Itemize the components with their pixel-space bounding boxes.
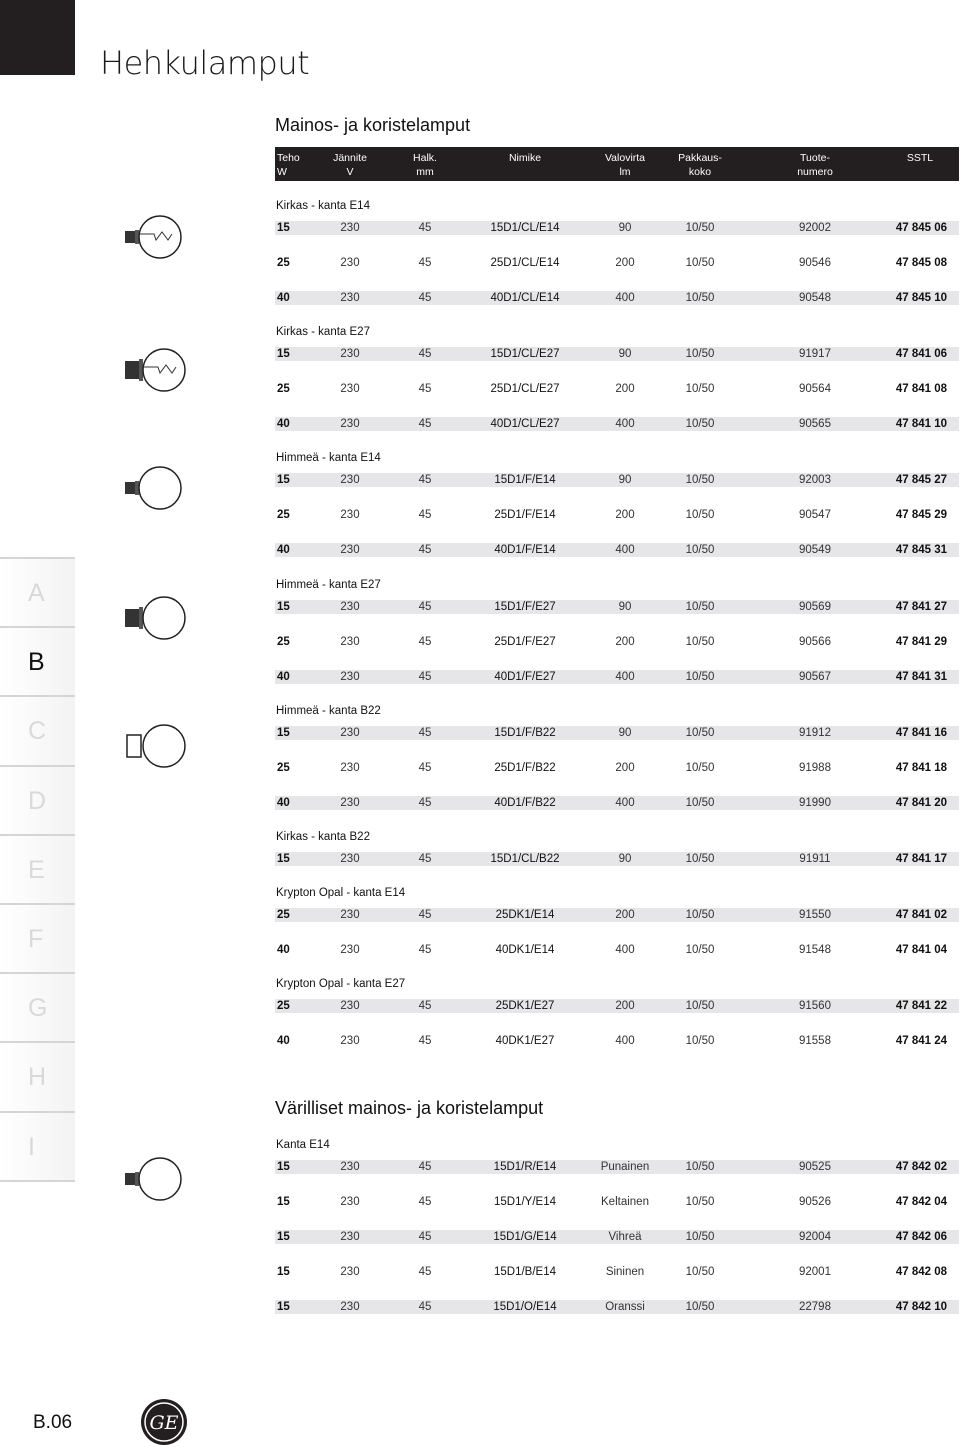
colored-bulb-e14-icon — [122, 1156, 184, 1202]
table-cell: 25 — [277, 509, 290, 521]
table-row — [275, 1034, 959, 1048]
table-header — [275, 147, 959, 181]
table-cell: 25D1/F/B22 — [494, 762, 556, 774]
table-cell: 400 — [615, 1035, 635, 1047]
table-cell: 15D1/CL/E14 — [490, 222, 560, 234]
table-cell: 47 842 02 — [895, 1161, 947, 1173]
table-cell: 47 842 08 — [895, 1266, 947, 1278]
table-cell: 90566 — [799, 636, 831, 648]
table-cell: 10/50 — [685, 509, 715, 521]
table-cell: 47 841 29 — [895, 636, 947, 648]
svg-text:GE: GE — [149, 1412, 179, 1434]
table-row — [275, 796, 959, 810]
table-cell: 230 — [340, 292, 360, 304]
table-cell: 91917 — [799, 348, 831, 360]
table-cell: 230 — [340, 1196, 360, 1208]
table-cell: 40DK1/E27 — [495, 1035, 555, 1047]
table-cell: 15 — [277, 1161, 290, 1173]
table-cell: 91560 — [799, 1000, 831, 1012]
table-cell: 15D1/F/E14 — [494, 474, 556, 486]
table-cell: 25D1/CL/E14 — [490, 257, 560, 269]
table-cell: 92004 — [799, 1231, 831, 1243]
table-cell: 40 — [277, 544, 290, 556]
table-cell: 45 — [418, 257, 432, 269]
table-cell: 40 — [277, 418, 290, 430]
table-row — [275, 508, 959, 522]
table-row — [275, 943, 959, 957]
table-cell: 47 841 27 — [895, 601, 947, 613]
table-cell: 47 841 10 — [895, 418, 947, 430]
table-cell: Sininen — [605, 1266, 645, 1278]
table-cell: 40 — [277, 1035, 290, 1047]
table-cell: 92003 — [799, 474, 831, 486]
table-cell: 15 — [277, 1301, 290, 1313]
table-cell: 230 — [340, 601, 360, 613]
table-cell: 45 — [418, 601, 432, 613]
page-title: Hehkulamput — [100, 44, 310, 82]
table-row — [275, 221, 959, 235]
table-cell: 230 — [340, 474, 360, 486]
page-number: B.06 — [33, 1412, 73, 1433]
table-cell: 91911 — [799, 853, 831, 865]
table-cell: 10/50 — [685, 601, 715, 613]
table-cell: 45 — [418, 348, 432, 360]
table-cell: 10/50 — [685, 727, 715, 739]
table-cell: 15D1/O/E14 — [493, 1301, 557, 1313]
table-row — [275, 600, 959, 614]
table-cell: 90526 — [799, 1196, 831, 1208]
index-tab-d[interactable] — [0, 765, 75, 834]
frosted-bulb-b22-icon — [122, 723, 186, 769]
table-cell: 230 — [340, 762, 360, 774]
table-cell: 90548 — [799, 292, 831, 304]
table-cell: 45 — [418, 292, 432, 304]
table-cell: 10/50 — [685, 1266, 715, 1278]
table-cell: 47 845 06 — [895, 222, 947, 234]
table-cell: 40DK1/E14 — [495, 944, 555, 956]
table-cell: 45 — [418, 636, 432, 648]
table-cell: 400 — [615, 544, 635, 556]
table-cell: 10/50 — [685, 853, 715, 865]
table-cell: 90 — [618, 601, 632, 613]
table-cell: 91558 — [799, 1035, 831, 1047]
table-cell: 230 — [340, 909, 360, 921]
table-cell: 200 — [615, 909, 635, 921]
table-cell: 230 — [340, 1035, 360, 1047]
table-row — [275, 635, 959, 649]
table-cell: 92002 — [799, 222, 831, 234]
table-cell: 230 — [340, 222, 360, 234]
table-cell: 230 — [340, 853, 360, 865]
table-cell: 90564 — [799, 383, 831, 395]
table-cell: 40D1/F/E27 — [494, 671, 556, 683]
table-cell: 25DK1/E27 — [495, 1000, 555, 1012]
table-cell: 10/50 — [685, 944, 715, 956]
table-cell: 10/50 — [685, 1231, 715, 1243]
table-row — [275, 726, 959, 740]
corner-block — [0, 0, 75, 75]
table-cell: 45 — [418, 727, 432, 739]
table-row — [275, 291, 959, 305]
index-tab-e[interactable] — [0, 834, 75, 903]
table-cell: 45 — [418, 222, 432, 234]
table-cell: 90525 — [799, 1161, 831, 1173]
table-cell: 15 — [277, 601, 290, 613]
index-tab-label: C — [28, 717, 47, 746]
table-cell: 45 — [418, 1231, 432, 1243]
table-cell: 230 — [340, 727, 360, 739]
table-row — [275, 908, 959, 922]
table-cell: 10/50 — [685, 671, 715, 683]
col-valovirta: Valovirta lm — [604, 152, 646, 178]
table-cell: 15 — [277, 1231, 290, 1243]
table-cell: 400 — [615, 418, 635, 430]
index-divider — [0, 1180, 75, 1182]
table-cell: 200 — [615, 1000, 635, 1012]
table-cell: 230 — [340, 1301, 360, 1313]
table-cell: 400 — [615, 292, 635, 304]
table-cell: 47 841 04 — [895, 944, 947, 956]
table-row — [275, 761, 959, 775]
table-row — [275, 543, 959, 557]
table-cell: 200 — [615, 636, 635, 648]
table-cell: 10/50 — [685, 544, 715, 556]
table-cell: 200 — [615, 383, 635, 395]
table-cell: 25 — [277, 1000, 290, 1012]
table-cell: 15 — [277, 474, 290, 486]
table-cell: 47 842 10 — [895, 1301, 947, 1313]
table-row — [275, 852, 959, 866]
table-cell: 45 — [418, 671, 432, 683]
table-cell: 10/50 — [685, 474, 715, 486]
table-cell: 230 — [340, 671, 360, 683]
table-cell: 90565 — [799, 418, 831, 430]
table-cell: 22798 — [799, 1301, 831, 1313]
table-cell: 15D1/F/E27 — [494, 601, 556, 613]
ge-logo — [139, 1397, 189, 1447]
index-tab-label: B — [28, 648, 45, 677]
table-cell: 25D1/F/E14 — [494, 509, 556, 521]
table-cell: 10/50 — [685, 292, 715, 304]
table-cell: 47 841 17 — [895, 853, 947, 865]
table-cell: 40 — [277, 292, 290, 304]
table-cell: 10/50 — [685, 1161, 715, 1173]
col-teho: Teho W — [277, 152, 300, 178]
table-cell: 90547 — [799, 509, 831, 521]
group-label: Kirkas - kanta B22 — [276, 831, 370, 843]
table-cell: 230 — [340, 1000, 360, 1012]
table-cell: 10/50 — [685, 383, 715, 395]
table-cell: 10/50 — [685, 348, 715, 360]
table-cell: 230 — [340, 636, 360, 648]
table-cell: 200 — [615, 762, 635, 774]
col-halk: Halk. mm — [413, 152, 437, 178]
table-row — [275, 256, 959, 270]
table-cell: 91912 — [799, 727, 831, 739]
group-label: Kanta E14 — [276, 1139, 330, 1151]
table-cell: 47 845 29 — [895, 509, 947, 521]
table-cell: 230 — [340, 509, 360, 521]
table-cell: 25D1/CL/E27 — [490, 383, 560, 395]
table-row — [275, 1195, 959, 1209]
index-tab-i[interactable] — [0, 1111, 75, 1180]
table-cell: 90 — [618, 474, 632, 486]
table-cell: 47 845 10 — [895, 292, 947, 304]
table-cell: 90 — [618, 853, 632, 865]
table-cell: 15D1/CL/E27 — [490, 348, 560, 360]
index-tab-label: G — [28, 994, 48, 1023]
index-tab-label: I — [28, 1132, 35, 1161]
index-tab-label: D — [28, 786, 47, 815]
table-cell: 40D1/CL/E27 — [490, 418, 560, 430]
table-row — [275, 382, 959, 396]
table-cell: 400 — [615, 671, 635, 683]
table-cell: 47 841 08 — [895, 383, 947, 395]
table-cell: 91990 — [799, 797, 831, 809]
table-cell: 47 841 16 — [895, 727, 947, 739]
table-cell: 15 — [277, 727, 290, 739]
table-cell: 10/50 — [685, 1035, 715, 1047]
table-cell: 40 — [277, 944, 290, 956]
table-cell: 25 — [277, 636, 290, 648]
table-cell: 230 — [340, 544, 360, 556]
index-tab-a[interactable] — [0, 557, 75, 626]
table-row — [275, 347, 959, 361]
table-cell: 40 — [277, 797, 290, 809]
table-cell: 15D1/G/E14 — [493, 1231, 557, 1243]
table-cell: 45 — [418, 797, 432, 809]
table-cell: 47 841 24 — [895, 1035, 947, 1047]
table-cell: 45 — [418, 509, 432, 521]
table-cell: 45 — [418, 474, 432, 486]
table-cell: 47 841 20 — [895, 797, 947, 809]
table-cell: 92001 — [799, 1266, 831, 1278]
table-cell: 45 — [418, 1000, 432, 1012]
table-cell: 230 — [340, 383, 360, 395]
table-cell: 10/50 — [685, 636, 715, 648]
table-cell: 45 — [418, 762, 432, 774]
table-cell: 230 — [340, 348, 360, 360]
index-tab-label: H — [28, 1063, 47, 1092]
table-cell: 45 — [418, 853, 432, 865]
index-tab-f[interactable] — [0, 903, 75, 972]
table-cell: 90 — [618, 348, 632, 360]
table-cell: 25 — [277, 762, 290, 774]
col-jannite: Jännite V — [333, 152, 367, 178]
table-cell: 10/50 — [685, 909, 715, 921]
table-cell: 47 841 18 — [895, 762, 947, 774]
table-cell: 15 — [277, 853, 290, 865]
table-cell: 45 — [418, 1266, 432, 1278]
index-tab-b[interactable] — [0, 626, 75, 695]
group-label: Krypton Opal - kanta E14 — [276, 887, 406, 899]
table-cell: 47 845 08 — [895, 257, 947, 269]
frosted-bulb-e14-icon — [122, 465, 184, 511]
col-pakkaus: Pakkaus- koko — [678, 152, 722, 178]
table-cell: 10/50 — [685, 762, 715, 774]
table-cell: 25 — [277, 383, 290, 395]
table-cell: 47 841 06 — [895, 348, 947, 360]
section-title-colored: Värilliset mainos- ja koristelamput — [275, 1098, 544, 1118]
group-label: Kirkas - kanta E14 — [276, 200, 370, 212]
table-cell: 15D1/CL/B22 — [490, 853, 560, 865]
table-cell: 400 — [615, 944, 635, 956]
group-label: Krypton Opal - kanta E27 — [276, 978, 406, 990]
table-cell: 91548 — [799, 944, 831, 956]
table-cell: 15 — [277, 348, 290, 360]
table-cell: 10/50 — [685, 418, 715, 430]
table-cell: 45 — [418, 1301, 432, 1313]
table-row — [275, 417, 959, 431]
table-cell: 45 — [418, 383, 432, 395]
table-cell: 47 842 04 — [895, 1196, 947, 1208]
index-tab-label: F — [28, 924, 44, 953]
table-cell: 47 841 02 — [895, 909, 947, 921]
index-tab-label: A — [28, 579, 45, 607]
table-cell: 15D1/Y/E14 — [493, 1196, 556, 1208]
table-cell: Punainen — [600, 1161, 650, 1173]
table-cell: 15D1/R/E14 — [493, 1161, 557, 1173]
table-cell: 15D1/F/B22 — [494, 727, 556, 739]
clear-bulb-e27-icon — [122, 347, 186, 393]
table-cell: 10/50 — [685, 1196, 715, 1208]
table-cell: 47 841 22 — [895, 1000, 947, 1012]
table-cell: 230 — [340, 257, 360, 269]
table-row — [275, 999, 959, 1013]
col-nimike: Nimike — [508, 152, 542, 164]
table-cell: 40D1/CL/E14 — [490, 292, 560, 304]
table-cell: 45 — [418, 1161, 432, 1173]
table-cell: 15 — [277, 222, 290, 234]
table-cell: 200 — [615, 257, 635, 269]
table-cell: Vihreä — [608, 1231, 642, 1243]
table-cell: 45 — [418, 944, 432, 956]
table-cell: 40 — [277, 671, 290, 683]
table-cell: 47 845 31 — [895, 544, 947, 556]
table-cell: Keltainen — [601, 1196, 649, 1208]
table-row — [275, 1300, 959, 1314]
table-cell: 47 845 27 — [895, 474, 947, 486]
group-label: Himmeä - kanta B22 — [276, 705, 381, 717]
table-row — [275, 670, 959, 684]
table-cell: 15 — [277, 1266, 290, 1278]
table-cell: 45 — [418, 1196, 432, 1208]
table-row — [275, 1265, 959, 1279]
table-cell: 25 — [277, 909, 290, 921]
index-tab-label: E — [28, 855, 45, 884]
table-cell: 10/50 — [685, 1301, 715, 1313]
table-cell: 45 — [418, 1035, 432, 1047]
group-label: Himmeä - kanta E14 — [276, 452, 381, 464]
table-cell: 90 — [618, 222, 632, 234]
section-title: Mainos- ja koristelamput — [275, 115, 471, 135]
table-cell: 40D1/F/B22 — [494, 797, 556, 809]
table-cell: 90549 — [799, 544, 831, 556]
table-cell: 230 — [340, 944, 360, 956]
table-cell: 10/50 — [685, 797, 715, 809]
clear-bulb-e14-icon — [122, 214, 182, 260]
group-label: Kirkas - kanta E27 — [276, 326, 370, 338]
table-cell: 45 — [418, 418, 432, 430]
table-cell: 10/50 — [685, 257, 715, 269]
table-cell: 45 — [418, 909, 432, 921]
table-cell: 230 — [340, 797, 360, 809]
table-cell: 25DK1/E14 — [495, 909, 555, 921]
index-tab-h[interactable] — [0, 1041, 75, 1110]
table-cell: 230 — [340, 1266, 360, 1278]
table-cell: 90 — [618, 727, 632, 739]
table-cell: 25 — [277, 257, 290, 269]
table-cell: 40D1/F/E14 — [494, 544, 556, 556]
col-sstl: SSTL — [906, 152, 934, 164]
table-cell: 230 — [340, 418, 360, 430]
table-cell: 25D1/F/E27 — [494, 636, 556, 648]
table-cell: 15D1/B/E14 — [493, 1266, 556, 1278]
table-cell: Oranssi — [605, 1301, 645, 1313]
table-cell: 10/50 — [685, 1000, 715, 1012]
index-tab-c[interactable] — [0, 695, 75, 764]
table-cell: 90567 — [799, 671, 831, 683]
table-cell: 91550 — [799, 909, 831, 921]
table-cell: 400 — [615, 797, 635, 809]
table-cell: 10/50 — [685, 222, 715, 234]
group-label: Himmeä - kanta E27 — [276, 579, 381, 591]
table-cell: 90569 — [799, 601, 831, 613]
table-row — [275, 473, 959, 487]
index-tab-g[interactable] — [0, 972, 75, 1041]
table-cell: 200 — [615, 509, 635, 521]
col-tuotenumero: Tuote- numero — [797, 152, 833, 178]
table-cell: 15 — [277, 1196, 290, 1208]
table-cell: 47 841 31 — [895, 671, 947, 683]
table-cell: 230 — [340, 1161, 360, 1173]
table-cell: 90546 — [799, 257, 831, 269]
table-cell: 45 — [418, 544, 432, 556]
table-cell: 91988 — [799, 762, 831, 774]
section-index — [0, 557, 75, 1182]
table-cell: 47 842 06 — [895, 1231, 947, 1243]
table-row — [275, 1230, 959, 1244]
frosted-bulb-e27-icon — [122, 595, 186, 641]
table-cell: 230 — [340, 1231, 360, 1243]
table-row — [275, 1160, 959, 1174]
